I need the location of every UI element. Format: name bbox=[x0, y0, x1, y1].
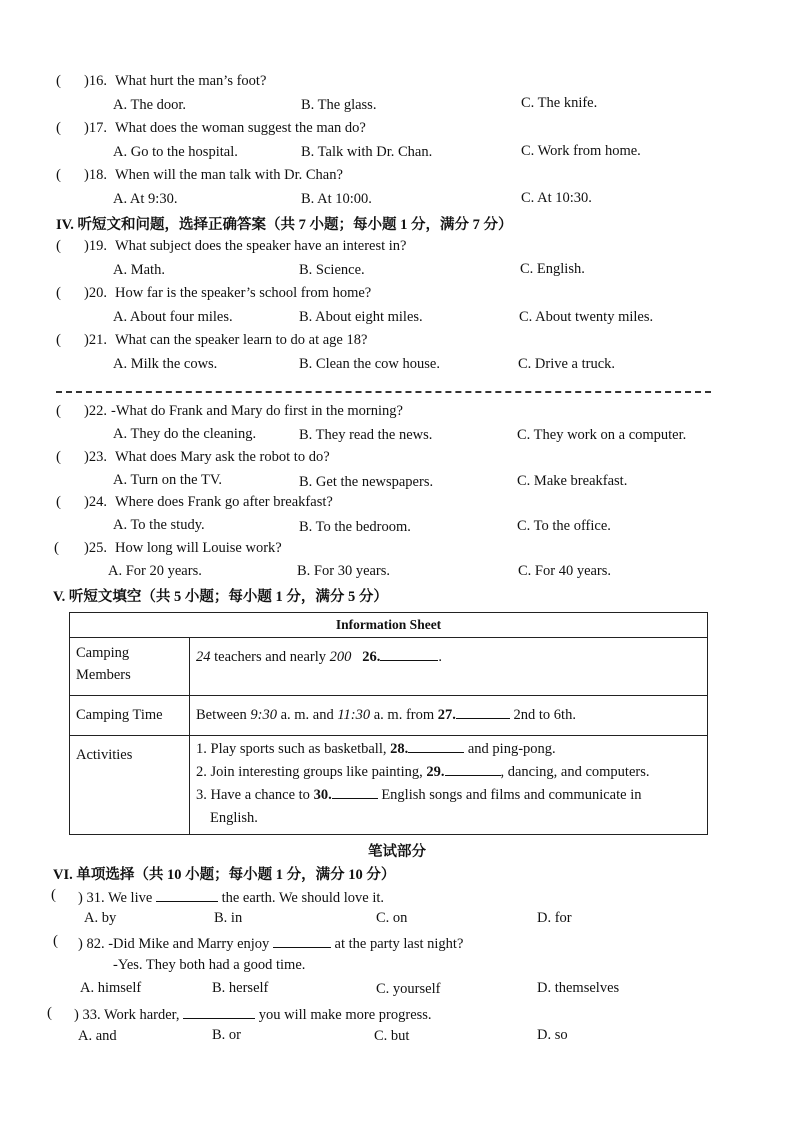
question-text: What can the speaker learn to do at age 18? bbox=[115, 332, 368, 348]
label-line-2: Members bbox=[76, 667, 131, 683]
option-c: C. For 40 years. bbox=[518, 563, 612, 579]
option-a: A. and bbox=[78, 1028, 117, 1044]
information-sheet-table bbox=[69, 612, 708, 835]
activities-value bbox=[190, 736, 708, 835]
option-b: B. They read the news. bbox=[299, 427, 433, 443]
question-31-line bbox=[78, 887, 384, 907]
answer-paren: ( bbox=[56, 332, 61, 348]
option-d: D. themselves bbox=[537, 980, 620, 996]
activity-1-end: and ping-pong. bbox=[464, 741, 556, 757]
option-b: B. For 30 years. bbox=[297, 563, 391, 579]
camping-members-label bbox=[70, 638, 190, 696]
activity-1-text: 1. Play sports such as basketball, bbox=[196, 741, 391, 757]
answer-paren: ( bbox=[56, 285, 61, 301]
start-time: 9:30 bbox=[250, 707, 277, 723]
question-text: Where does Frank go after breakfast? bbox=[115, 494, 333, 510]
activity-3 bbox=[196, 784, 701, 807]
question-32-line bbox=[78, 933, 463, 953]
option-a: A. The door. bbox=[113, 97, 187, 113]
question-number: )23. bbox=[84, 449, 107, 465]
answer-paren: ( bbox=[53, 933, 58, 949]
answer-paren: ( bbox=[54, 540, 59, 556]
page-divider bbox=[56, 391, 711, 393]
blank-number-29: 29. bbox=[426, 764, 445, 780]
blank-31[interactable] bbox=[156, 887, 218, 902]
answer-paren: ( bbox=[56, 449, 61, 465]
table-title: Information Sheet bbox=[70, 613, 708, 638]
option-c: C. Work from home. bbox=[521, 143, 641, 159]
option-c: C. About twenty miles. bbox=[519, 309, 654, 325]
blank-number-27: 27. bbox=[437, 707, 456, 723]
section-iv-title: IV. 听短文和问题，选择正确答案（共 7 小题；每小题 1 分，满分 7 分） bbox=[56, 217, 513, 233]
label-line-1: Camping bbox=[76, 645, 130, 661]
section-v-title: V. 听短文填空（共 5 小题；每小题 1 分，满分 5 分） bbox=[53, 589, 388, 605]
answer-paren: ( bbox=[56, 167, 61, 183]
question-number: ) 82. bbox=[78, 936, 105, 952]
question-number: )18. bbox=[84, 167, 107, 183]
option-d: D. so bbox=[537, 1027, 568, 1043]
camping-time-value bbox=[190, 696, 708, 736]
blank-33[interactable] bbox=[183, 1004, 255, 1019]
option-c: C. At 10:30. bbox=[521, 190, 592, 206]
option-c: C. yourself bbox=[376, 981, 441, 997]
written-part-title: 笔试部分 bbox=[368, 844, 426, 860]
answer-paren: ( bbox=[56, 238, 61, 254]
option-a: A. At 9:30. bbox=[113, 191, 178, 207]
answer-paren: ( bbox=[56, 494, 61, 510]
members-end: . bbox=[438, 649, 443, 665]
option-c: C. but bbox=[374, 1028, 410, 1044]
option-b: B. Get the newspapers. bbox=[299, 474, 434, 490]
blank-28[interactable] bbox=[408, 738, 464, 753]
question-text: How far is the speaker’s school from home? bbox=[115, 285, 372, 301]
question-33-line bbox=[74, 1004, 432, 1024]
question-text: When will the man talk with Dr. Chan? bbox=[115, 167, 343, 183]
option-b: B. To the bedroom. bbox=[299, 519, 411, 535]
option-a: A. Turn on the TV. bbox=[113, 472, 223, 488]
option-a: A. They do the cleaning. bbox=[113, 426, 257, 442]
answer-paren: ( bbox=[56, 120, 61, 136]
question-text: What hurt the man’s foot? bbox=[115, 73, 267, 89]
option-c: C. The knife. bbox=[521, 95, 598, 111]
blank-number-30: 30. bbox=[313, 787, 332, 803]
blank-number-26: 26. bbox=[362, 649, 381, 665]
question-number: )22. bbox=[84, 403, 107, 419]
answer-paren: ( bbox=[51, 887, 56, 903]
activity-2 bbox=[196, 761, 701, 784]
option-c: C. on bbox=[376, 910, 408, 926]
members-text: teachers and nearly bbox=[210, 649, 330, 665]
blank-number-28: 28. bbox=[390, 741, 409, 757]
time-text-1: Between bbox=[196, 707, 251, 723]
option-b: B. About eight miles. bbox=[299, 309, 423, 325]
question-text-b: the earth. We should love it. bbox=[221, 890, 385, 906]
time-text-2: a. m. and bbox=[276, 707, 338, 723]
time-text-3: a. m. from bbox=[370, 707, 438, 723]
question-number: )25. bbox=[84, 540, 107, 556]
blank-27[interactable] bbox=[456, 704, 510, 719]
blank-32[interactable] bbox=[273, 933, 331, 948]
question-text-b: you will make more progress. bbox=[258, 1007, 432, 1023]
question-number: )16. bbox=[84, 73, 107, 89]
question-number: )19. bbox=[84, 238, 107, 254]
activity-3-end: English songs and films and communicate in bbox=[377, 787, 642, 803]
option-a: A. To the study. bbox=[113, 517, 205, 533]
activity-3-text: 3. Have a chance to bbox=[196, 787, 314, 803]
activity-2-text: 2. Join interesting groups like painting, bbox=[196, 764, 427, 780]
option-c: C. Drive a truck. bbox=[518, 356, 616, 372]
option-a: A. For 20 years. bbox=[108, 563, 202, 579]
answer-paren: ( bbox=[56, 73, 61, 89]
option-a: A. Go to the hospital. bbox=[113, 144, 238, 160]
option-b: B. Clean the cow house. bbox=[299, 356, 440, 372]
section-vi-title: VI. 单项选择（共 10 小题；每小题 1 分，满分 10 分） bbox=[53, 867, 396, 883]
option-c: C. To the office. bbox=[517, 518, 611, 534]
option-a: A. Math. bbox=[113, 262, 165, 278]
teachers-count: 24 bbox=[196, 649, 211, 665]
question-number: ) 33. bbox=[74, 1007, 101, 1023]
question-text-a: Work harder, bbox=[103, 1007, 184, 1023]
option-b: B. herself bbox=[212, 980, 269, 996]
question-number: )21. bbox=[84, 332, 107, 348]
option-a: A. by bbox=[84, 910, 117, 926]
students-count: 200 bbox=[329, 649, 352, 665]
option-b: B. At 10:00. bbox=[301, 191, 372, 207]
question-text-a: We live bbox=[107, 890, 156, 906]
camping-members-value bbox=[190, 638, 708, 696]
activity-3-continued: English. bbox=[210, 810, 258, 826]
answer-paren: ( bbox=[56, 403, 61, 419]
question-number: )17. bbox=[84, 120, 107, 136]
question-number: ) 31. bbox=[78, 890, 105, 906]
question-number: )24. bbox=[84, 494, 107, 510]
dialogue-reply: -Yes. They both had a good time. bbox=[113, 957, 306, 973]
option-a: A. About four miles. bbox=[113, 309, 233, 325]
camping-time-label: Camping Time bbox=[70, 696, 190, 736]
end-time: 11:30 bbox=[337, 707, 371, 723]
activities-label: Activities bbox=[70, 736, 190, 835]
blank-29[interactable] bbox=[445, 761, 501, 776]
option-c: C. Make breakfast. bbox=[517, 473, 628, 489]
option-b: B. The glass. bbox=[301, 97, 377, 113]
question-text-b: at the party last night? bbox=[334, 936, 464, 952]
activity-1 bbox=[196, 738, 701, 761]
question-text: What does the woman suggest the man do? bbox=[115, 120, 366, 136]
question-text: What does Mary ask the robot to do? bbox=[115, 449, 330, 465]
option-b: B. Science. bbox=[299, 262, 365, 278]
question-text: -What do Frank and Mary do first in the morning? bbox=[111, 403, 403, 419]
option-b: B. in bbox=[214, 910, 243, 926]
blank-26[interactable] bbox=[380, 646, 438, 661]
time-text-4: 2nd to 6th. bbox=[509, 707, 576, 723]
option-c: C. They work on a computer. bbox=[517, 427, 687, 443]
answer-paren: ( bbox=[47, 1005, 52, 1021]
option-d: D. for bbox=[537, 910, 572, 926]
option-b: B. or bbox=[212, 1027, 241, 1043]
activity-2-end: , dancing, and computers. bbox=[500, 764, 650, 780]
option-a: A. Milk the cows. bbox=[113, 356, 218, 372]
question-text-a: -Did Mike and Marry enjoy bbox=[108, 936, 273, 952]
question-text: What subject does the speaker have an interest in? bbox=[115, 238, 407, 254]
blank-30[interactable] bbox=[332, 784, 378, 799]
option-b: B. Talk with Dr. Chan. bbox=[301, 144, 433, 160]
option-c: C. English. bbox=[520, 261, 585, 277]
option-a: A. himself bbox=[80, 980, 142, 996]
question-text: How long will Louise work? bbox=[115, 540, 282, 556]
question-number: )20. bbox=[84, 285, 107, 301]
